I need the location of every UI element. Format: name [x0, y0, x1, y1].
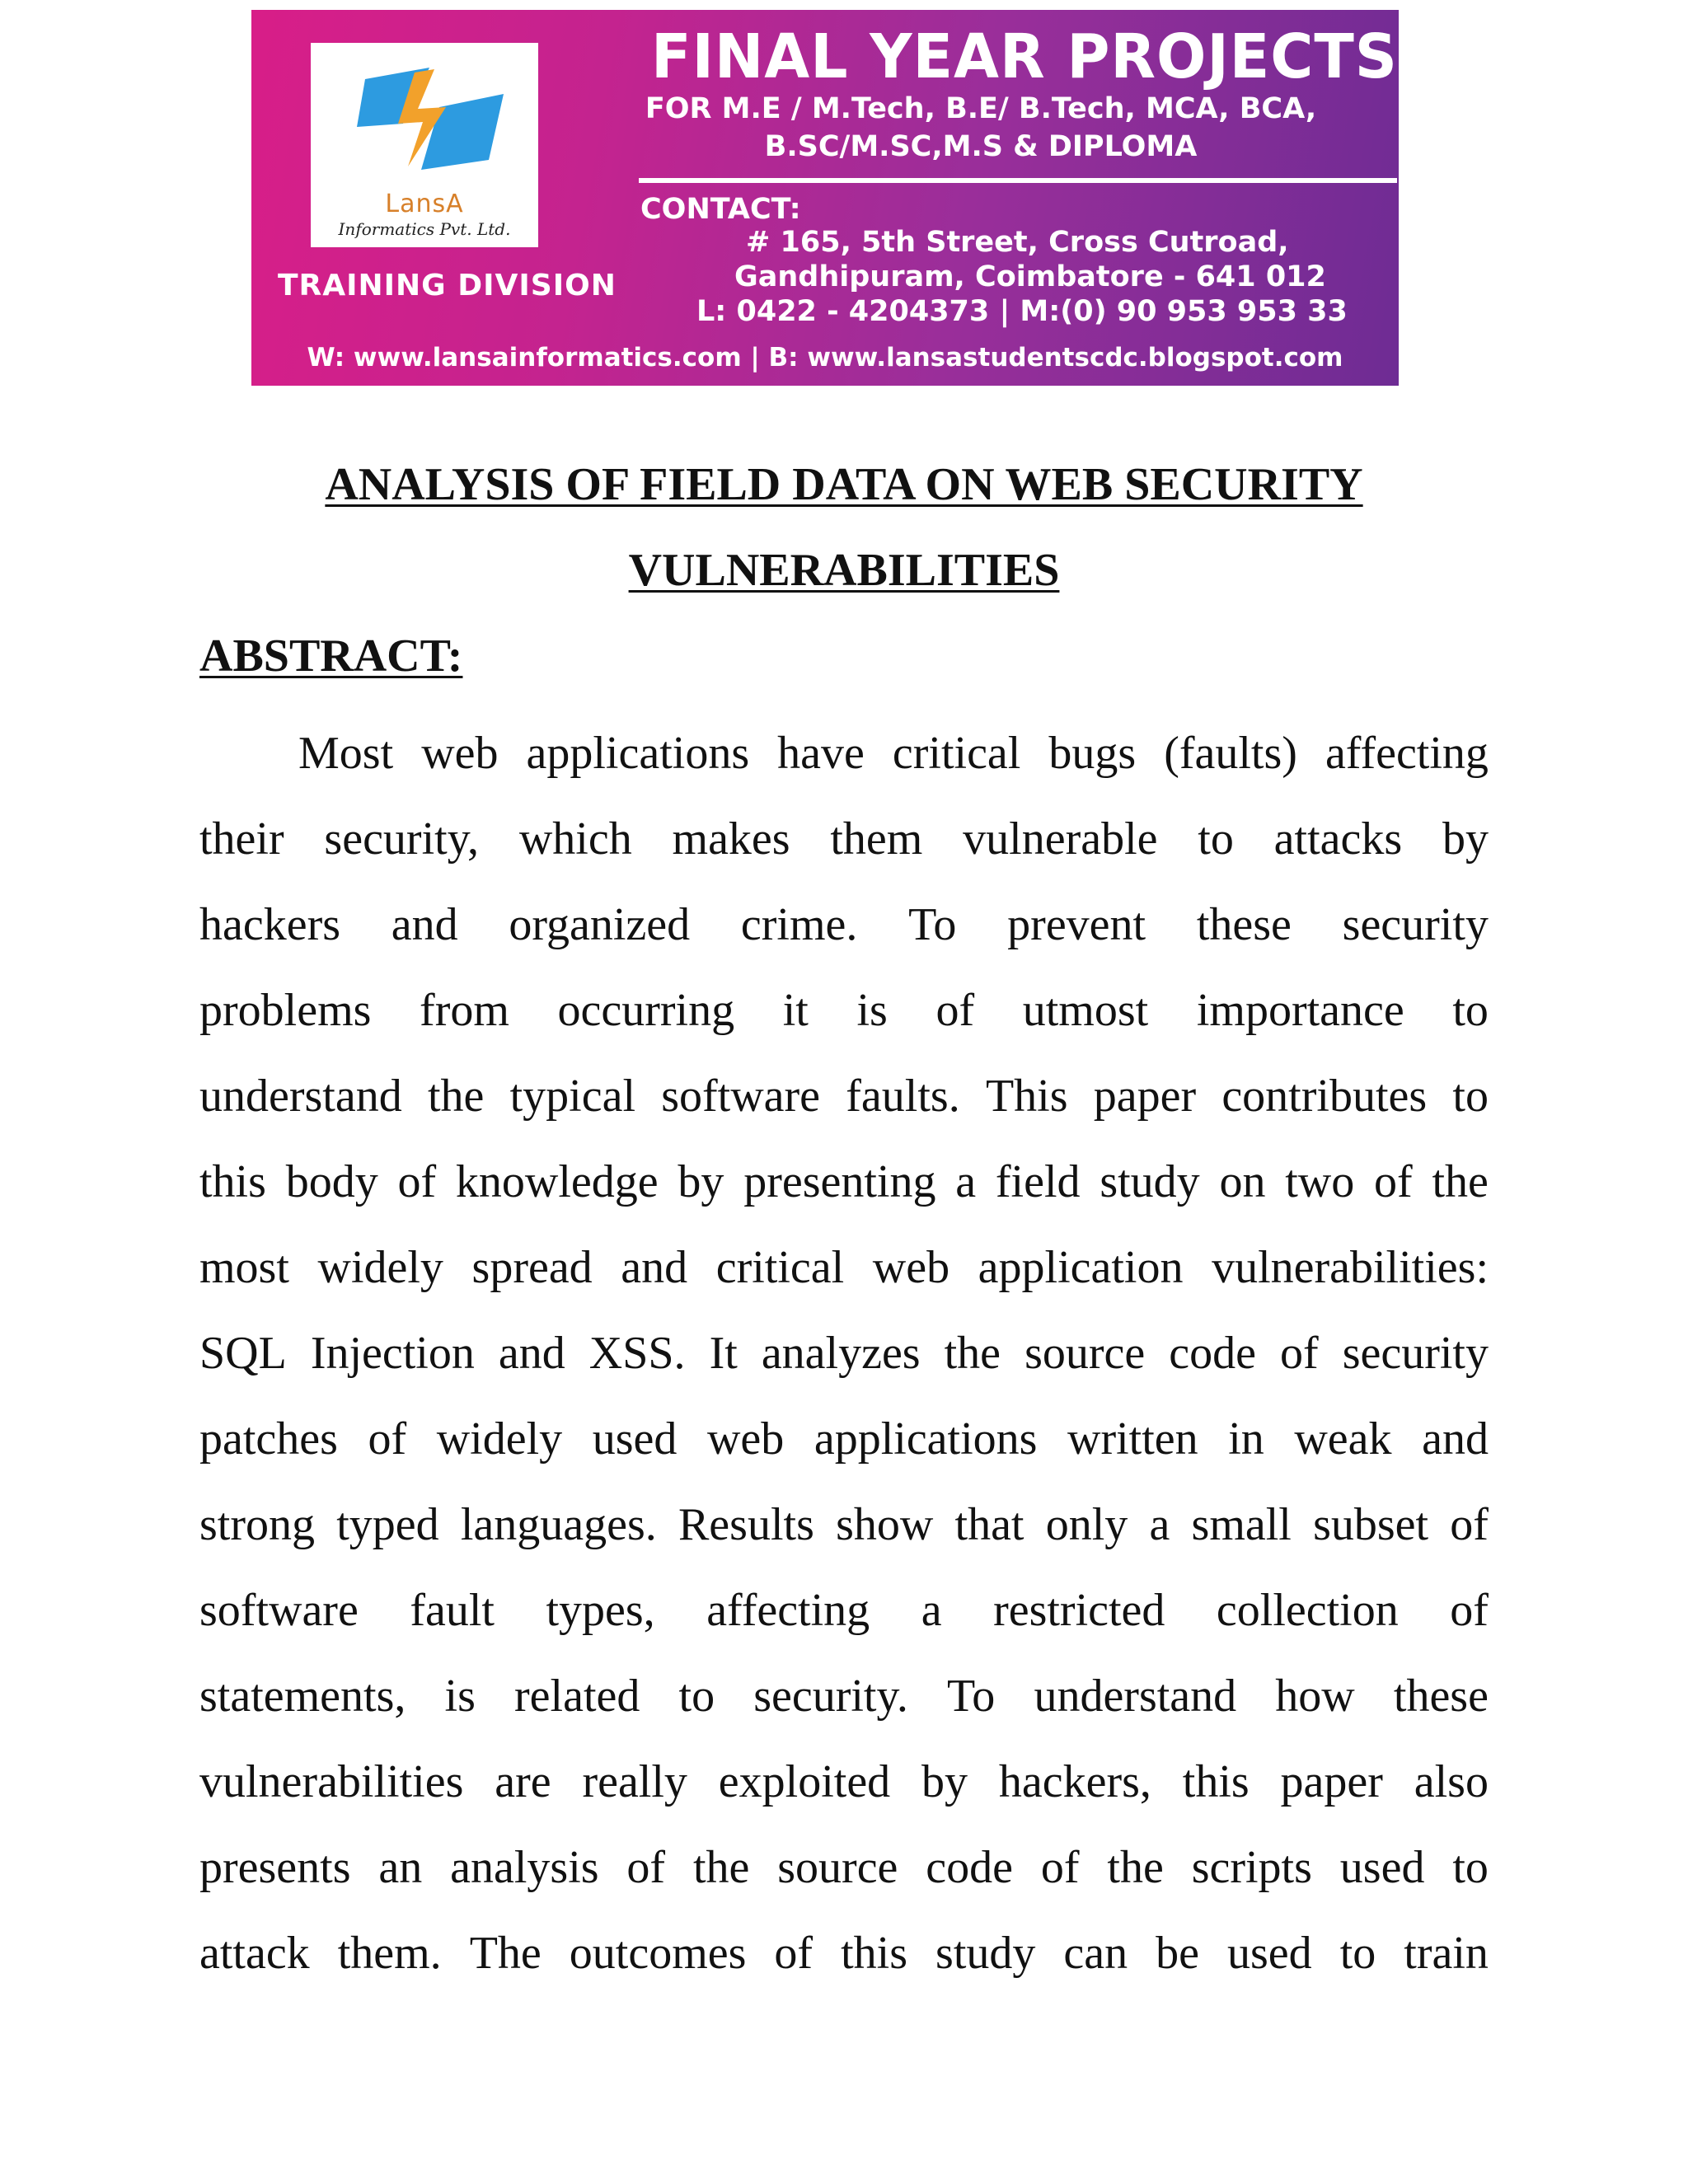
abstract-word: this — [1182, 1756, 1250, 1807]
abstract-word: in — [1228, 1413, 1264, 1465]
abstract-word: The — [469, 1928, 542, 1979]
abstract-word: source — [777, 1842, 898, 1893]
lansa-logo-icon — [332, 61, 517, 185]
abstract-word: these — [1393, 1671, 1489, 1722]
abstract-word: of — [626, 1842, 666, 1893]
abstract-word: analysis — [450, 1842, 599, 1893]
abstract-word: understand — [1034, 1671, 1237, 1722]
abstract-word: restricted — [993, 1585, 1165, 1636]
abstract-word: the — [1432, 1156, 1489, 1207]
abstract-word: languages. — [460, 1499, 657, 1550]
abstract-word: and — [391, 899, 458, 950]
abstract-word: typical — [509, 1071, 635, 1122]
abstract-word: them. — [337, 1928, 442, 1979]
abstract-word: of — [1450, 1585, 1489, 1636]
company-logo — [311, 43, 538, 247]
abstract-word: security — [1342, 899, 1489, 950]
abstract-word: typed — [336, 1499, 439, 1550]
banner-degrees-line-1: FOR M.E / M.Tech, B.E/ B.Tech, MCA, BCA, — [645, 92, 1317, 125]
abstract-body — [199, 710, 1489, 1996]
abstract-word: Injection — [310, 1328, 475, 1379]
abstract-word: software — [199, 1585, 359, 1636]
abstract-word: also — [1414, 1756, 1489, 1807]
abstract-line — [199, 1139, 1489, 1225]
abstract-line — [199, 1225, 1489, 1310]
abstract-word: an — [378, 1842, 423, 1893]
abstract-word: is — [444, 1671, 476, 1722]
abstract-word: SQL — [199, 1328, 287, 1379]
abstract-word: are — [495, 1756, 551, 1807]
abstract-word: related — [514, 1671, 640, 1722]
document-title-line-2: VULNERABILITIES — [628, 545, 1060, 596]
abstract-word: a — [1149, 1499, 1170, 1550]
abstract-word: of — [1374, 1156, 1413, 1207]
abstract-word: of — [935, 985, 975, 1036]
abstract-line — [199, 1568, 1489, 1653]
abstract-word: subset — [1313, 1499, 1429, 1550]
abstract-line — [199, 968, 1489, 1053]
abstract-word: have — [777, 728, 865, 779]
abstract-word: web — [706, 1413, 785, 1465]
abstract-word: statements, — [199, 1671, 406, 1722]
abstract-word: that — [954, 1499, 1025, 1550]
abstract-word: by — [678, 1156, 724, 1207]
abstract-word: problems — [199, 985, 372, 1036]
abstract-word: applications — [526, 728, 750, 779]
abstract-word: and — [621, 1242, 688, 1293]
abstract-word: security, — [324, 813, 480, 865]
abstract-word: makes — [672, 813, 790, 865]
abstract-word: presents — [199, 1842, 351, 1893]
abstract-word: critical — [892, 728, 1021, 779]
abstract-word: by — [1442, 813, 1489, 865]
abstract-word: to — [1452, 985, 1489, 1036]
banner-degrees-line-2: B.SC/M.SC,M.S & DIPLOMA — [764, 130, 1198, 163]
abstract-word: widely — [317, 1242, 443, 1293]
abstract-word: a — [955, 1156, 977, 1207]
abstract-line — [199, 1482, 1489, 1568]
abstract-word: utmost — [1022, 985, 1149, 1036]
abstract-word: vulnerabilities: — [1212, 1242, 1489, 1293]
abstract-word: this — [841, 1928, 908, 1979]
abstract-word: code — [926, 1842, 1013, 1893]
abstract-word: used — [592, 1413, 678, 1465]
banner-title: FINAL YEAR PROJECTS — [651, 21, 1398, 92]
abstract-word: weak — [1294, 1413, 1392, 1465]
abstract-word: from — [420, 985, 509, 1036]
abstract-word: them — [830, 813, 923, 865]
address-line-2: Gandhipuram, Coimbatore - 641 012 — [734, 260, 1326, 293]
abstract-word: spread — [471, 1242, 593, 1293]
abstract-word: two — [1285, 1156, 1355, 1207]
abstract-word: knowledge — [455, 1156, 659, 1207]
abstract-word: of — [368, 1413, 407, 1465]
abstract-word: the — [1107, 1842, 1164, 1893]
abstract-word: of — [1450, 1499, 1489, 1550]
abstract-word: and — [1422, 1413, 1489, 1465]
abstract-line — [199, 1653, 1489, 1739]
abstract-word: security — [1342, 1328, 1489, 1379]
abstract-word: source — [1025, 1328, 1146, 1379]
abstract-word: really — [582, 1756, 687, 1807]
abstract-word: organized — [509, 899, 691, 950]
abstract-word: how — [1275, 1671, 1355, 1722]
abstract-word: only — [1045, 1499, 1128, 1550]
abstract-word: to — [1339, 1928, 1376, 1979]
abstract-word: bugs — [1048, 728, 1137, 779]
abstract-word: software — [661, 1071, 821, 1122]
abstract-word: by — [921, 1756, 968, 1807]
abstract-line — [199, 796, 1489, 882]
abstract-word: small — [1191, 1499, 1292, 1550]
abstract-word: affecting — [1325, 728, 1489, 779]
abstract-word: understand — [199, 1071, 402, 1122]
abstract-word: study — [1100, 1156, 1200, 1207]
abstract-word: To — [908, 899, 957, 950]
abstract-word: attacks — [1273, 813, 1403, 865]
abstract-word: of — [1040, 1842, 1080, 1893]
website-line: W: www.lansainformatics.com | B: www.lansastudentscdc.blogspot.com — [307, 343, 1343, 373]
abstract-word: is — [856, 985, 888, 1036]
abstract-word: their — [199, 813, 284, 865]
abstract-word: application — [978, 1242, 1184, 1293]
abstract-word: analyzes — [761, 1328, 921, 1379]
logo-name: LansA — [385, 190, 464, 218]
abstract-word: patches — [199, 1413, 338, 1465]
abstract-word: used — [1339, 1842, 1425, 1893]
abstract-word: applications — [814, 1413, 1038, 1465]
abstract-line — [199, 1910, 1489, 1996]
abstract-word: of — [1280, 1328, 1319, 1379]
training-division-label: TRAINING DIVISION — [278, 269, 617, 302]
abstract-word: Most — [298, 728, 394, 779]
abstract-word: web — [872, 1242, 950, 1293]
abstract-word: importance — [1196, 985, 1404, 1036]
abstract-line — [199, 1053, 1489, 1139]
abstract-word: This — [985, 1071, 1068, 1122]
abstract-line — [199, 1825, 1489, 1910]
abstract-word: body — [285, 1156, 378, 1207]
abstract-word: web — [421, 728, 499, 779]
abstract-word: contributes — [1221, 1071, 1428, 1122]
abstract-line — [199, 710, 1489, 796]
address-line-1: # 165, 5th Street, Cross Cutroad, — [746, 226, 1289, 259]
abstract-word: to — [1452, 1071, 1489, 1122]
abstract-word: the — [692, 1842, 750, 1893]
abstract-word: of — [774, 1928, 814, 1979]
abstract-word: scripts — [1191, 1842, 1312, 1893]
abstract-word: affecting — [706, 1585, 870, 1636]
abstract-word: XSS. — [588, 1328, 686, 1379]
abstract-word: to — [1198, 813, 1234, 865]
abstract-word: paper — [1093, 1071, 1197, 1122]
abstract-word: exploited — [718, 1756, 891, 1807]
abstract-word: on — [1219, 1156, 1266, 1207]
abstract-word: vulnerable — [963, 813, 1158, 865]
abstract-word: presenting — [743, 1156, 936, 1207]
abstract-word: these — [1196, 899, 1292, 950]
abstract-word: vulnerabilities — [199, 1756, 464, 1807]
phone-line: L: 0422 - 4204373 | M:(0) 90 953 953 33 — [696, 295, 1348, 328]
abstract-word: collection — [1216, 1585, 1399, 1636]
abstract-word: to — [678, 1671, 715, 1722]
abstract-word: it — [782, 985, 809, 1036]
abstract-word: outcomes — [569, 1928, 747, 1979]
abstract-word: widely — [436, 1413, 563, 1465]
abstract-word: fault — [410, 1585, 495, 1636]
abstract-word: hackers — [199, 899, 341, 950]
abstract-word: strong — [199, 1499, 315, 1550]
abstract-word: and — [498, 1328, 565, 1379]
abstract-word: written — [1067, 1413, 1198, 1465]
abstract-word: a — [921, 1585, 942, 1636]
abstract-word: Results — [678, 1499, 814, 1550]
abstract-heading: ABSTRACT: — [199, 630, 463, 682]
abstract-word: field — [995, 1156, 1081, 1207]
abstract-word: train — [1404, 1928, 1489, 1979]
abstract-word: attack — [199, 1928, 310, 1979]
contact-label: CONTACT: — [640, 193, 801, 226]
abstract-line — [199, 1739, 1489, 1825]
advertisement-banner — [251, 10, 1399, 386]
abstract-word: of — [397, 1156, 437, 1207]
abstract-word: study — [935, 1928, 1036, 1979]
abstract-word: the — [944, 1328, 1001, 1379]
abstract-line — [199, 1310, 1489, 1396]
logo-subtitle: Informatics Pvt. Ltd. — [338, 219, 511, 239]
abstract-word: (faults) — [1164, 728, 1297, 779]
abstract-word: It — [709, 1328, 738, 1379]
abstract-word: crime. — [740, 899, 858, 950]
document-title-line-1: ANALYSIS OF FIELD DATA ON WEB SECURITY — [325, 459, 1363, 510]
abstract-word: which — [518, 813, 632, 865]
abstract-line — [199, 882, 1489, 968]
banner-divider — [639, 178, 1397, 183]
abstract-word: the — [427, 1071, 485, 1122]
abstract-word: types, — [546, 1585, 655, 1636]
abstract-word: this — [199, 1156, 266, 1207]
abstract-word: security. — [753, 1671, 908, 1722]
abstract-word: faults. — [846, 1071, 960, 1122]
abstract-word: be — [1156, 1928, 1199, 1979]
abstract-word: can — [1063, 1928, 1128, 1979]
abstract-word: critical — [715, 1242, 845, 1293]
abstract-word: used — [1227, 1928, 1312, 1979]
abstract-word: hackers, — [998, 1756, 1151, 1807]
abstract-word: To — [947, 1671, 996, 1722]
abstract-word: code — [1169, 1328, 1256, 1379]
abstract-word: occurring — [557, 985, 735, 1036]
abstract-word: to — [1452, 1842, 1489, 1893]
abstract-word: paper — [1280, 1756, 1383, 1807]
abstract-word: most — [199, 1242, 289, 1293]
abstract-line — [199, 1396, 1489, 1482]
abstract-word: prevent — [1007, 899, 1146, 950]
abstract-word: show — [836, 1499, 934, 1550]
